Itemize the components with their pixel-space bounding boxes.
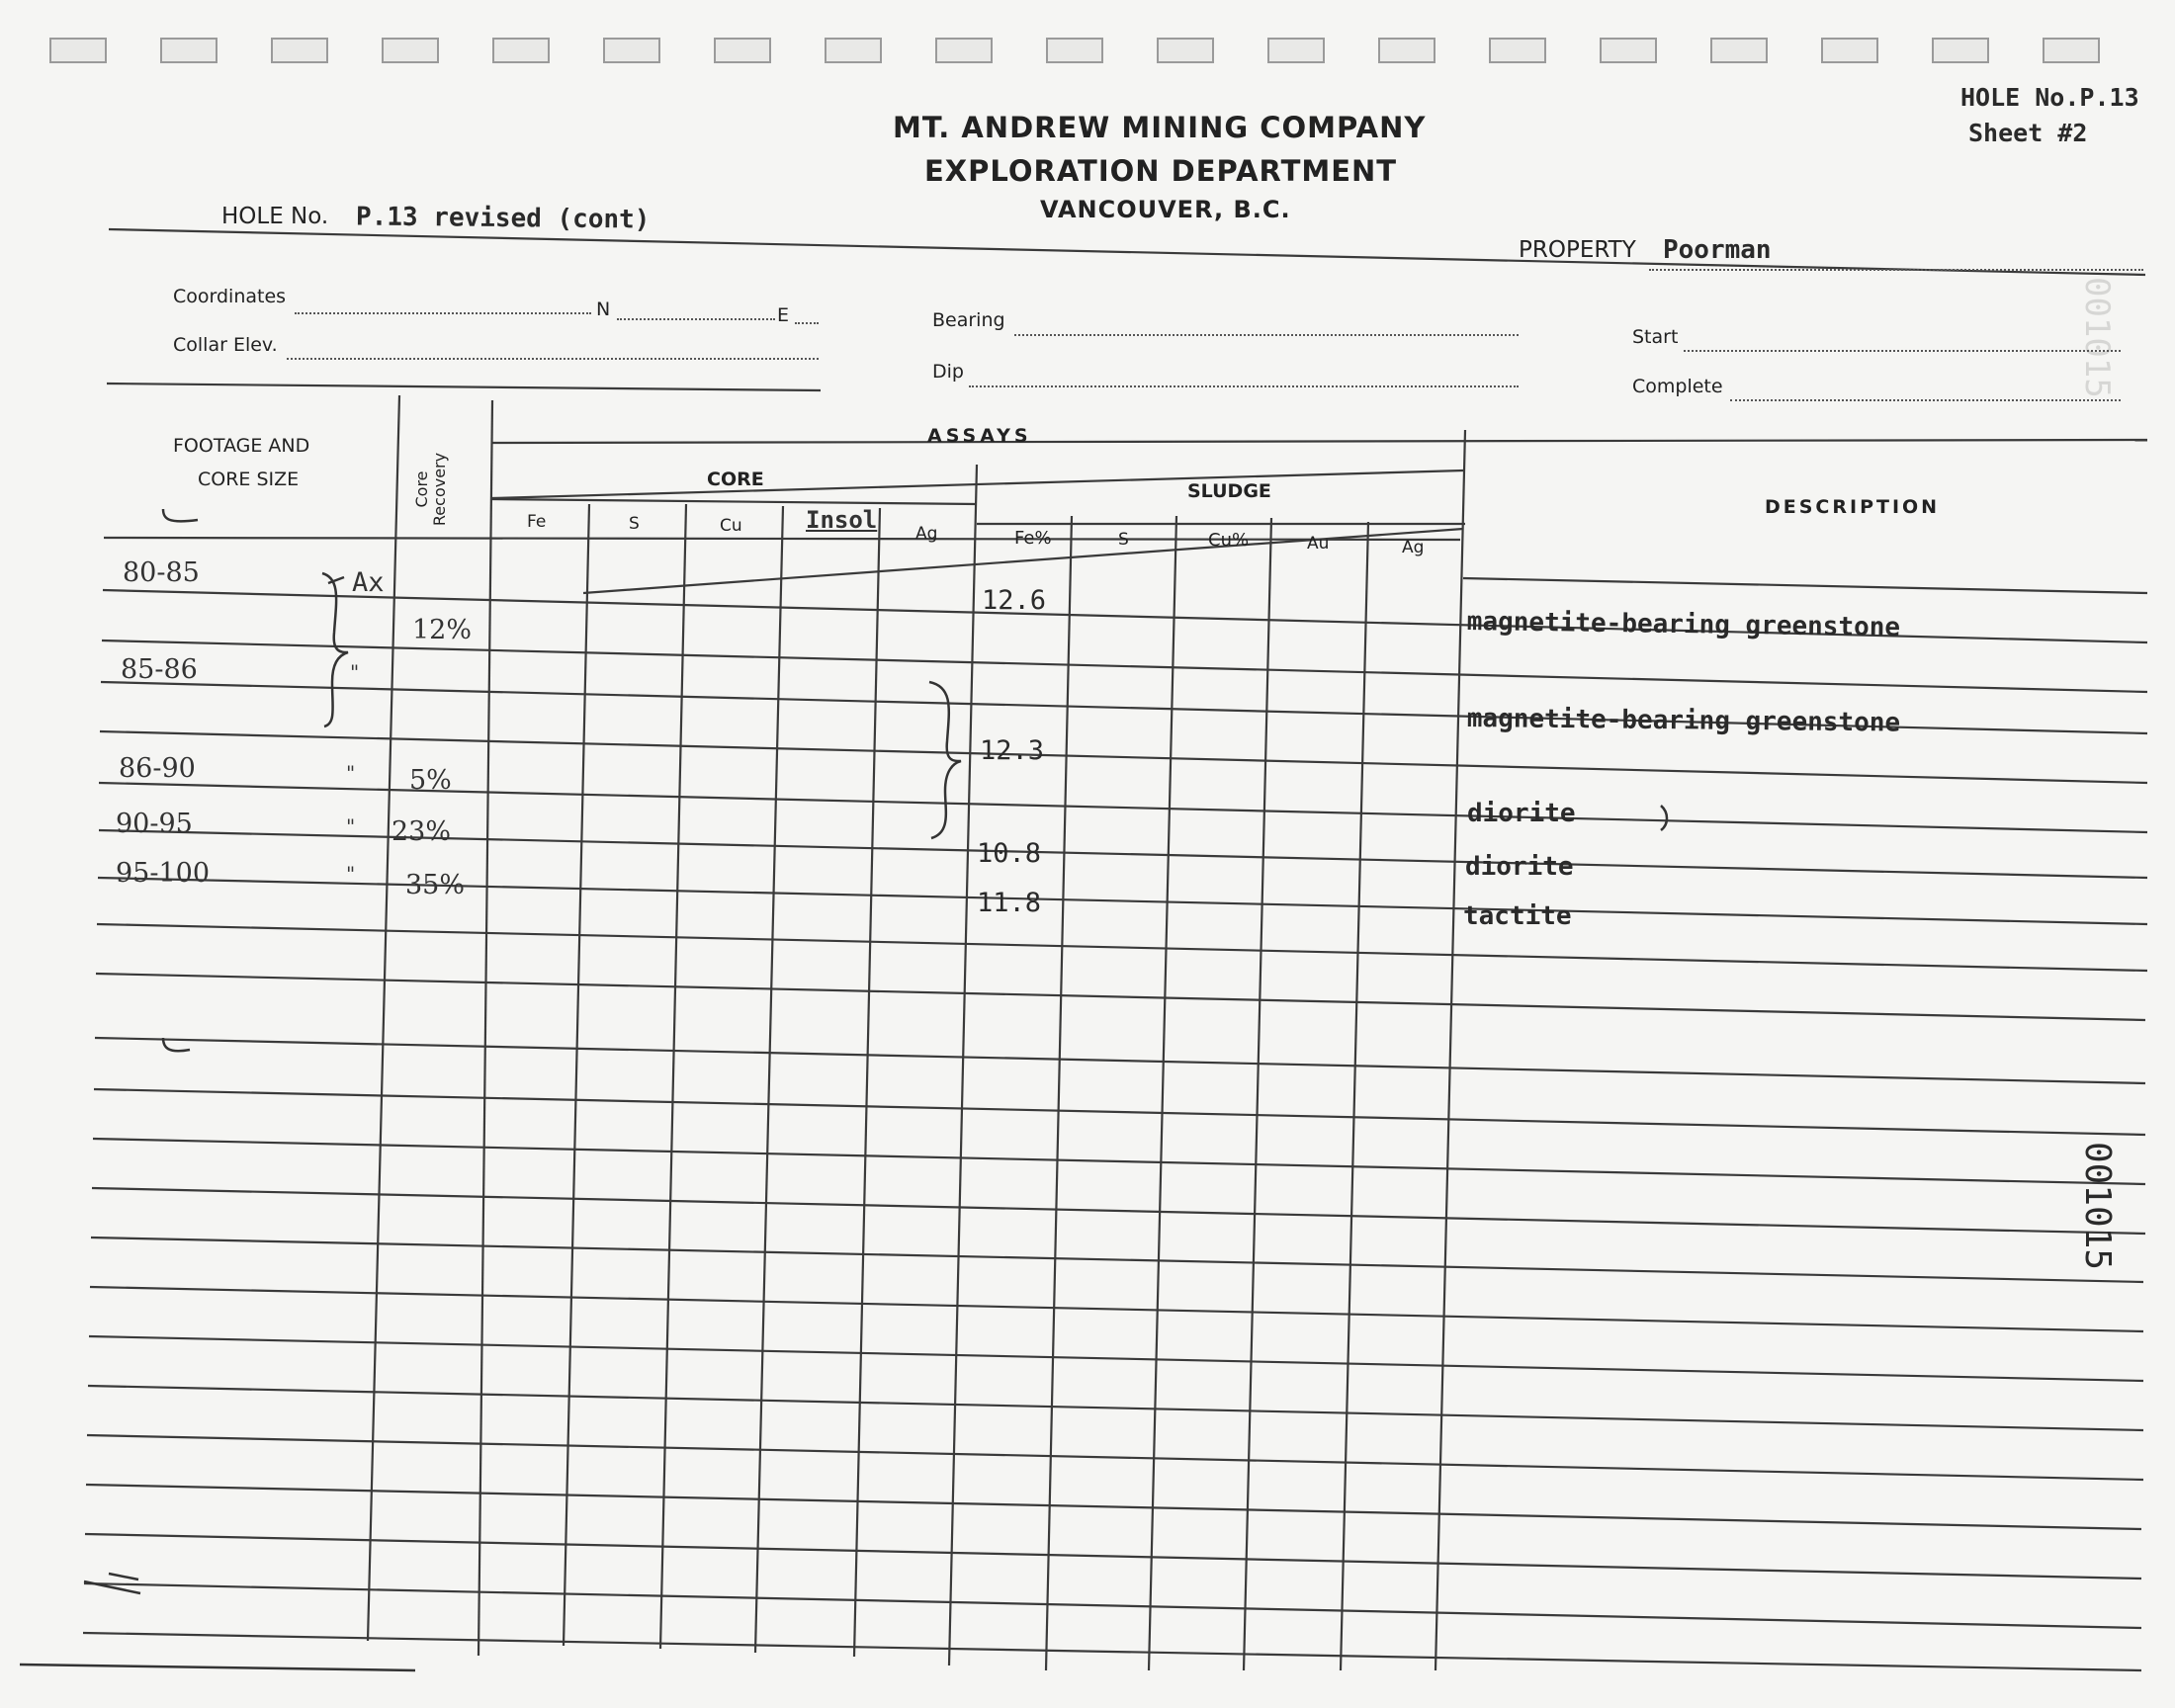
city-title: VANCOUVER, B.C. xyxy=(1040,196,1291,223)
sludge-au-header: Au xyxy=(1307,534,1330,554)
dip-dotted-line xyxy=(969,385,1519,387)
core-recovery-line-1: Core xyxy=(412,470,431,508)
core-cu-header: Cu xyxy=(720,516,742,536)
footage-header: FOOTAGE AND xyxy=(173,435,310,457)
footage-80-85: 80-85 xyxy=(123,557,200,588)
core-ag-header: Ag xyxy=(915,524,938,544)
bearing-label: Bearing xyxy=(932,309,1005,331)
recovery-12: 12% xyxy=(412,615,473,645)
core-s-header: S xyxy=(629,514,640,534)
core-size-ditto: " xyxy=(346,761,356,785)
recovery-5: 5% xyxy=(409,765,452,796)
description-row-3: magnetite-bearing greenstone xyxy=(1466,704,1901,738)
description-row-7: tactite xyxy=(1463,901,1572,931)
property-dotted-line xyxy=(1649,269,2143,271)
property-label: PROPERTY xyxy=(1519,237,1636,263)
sludge-fe-10-8: 10.8 xyxy=(977,838,1042,869)
company-title: MT. ANDREW MINING COMPANY xyxy=(893,111,1427,144)
complete-dotted-line xyxy=(1730,399,2121,401)
n-dotted-line xyxy=(617,318,775,320)
collar-dotted-line xyxy=(287,358,819,360)
core-fe-header: Fe xyxy=(527,512,547,532)
hole-value: P.13 revised (cont) xyxy=(355,202,651,235)
description-row-5: diorite xyxy=(1467,799,1576,828)
start-dotted-line xyxy=(1684,350,2121,352)
description-header: DESCRIPTION xyxy=(1765,496,1941,518)
faint-stamp xyxy=(2066,277,2126,445)
hole-label: HOLE No. xyxy=(221,204,329,229)
collar-elev-label: Collar Elev. xyxy=(173,334,278,356)
footage-86-90: 86-90 xyxy=(119,753,196,784)
page-stamp xyxy=(2066,1142,2126,1329)
footage-95-100: 95-100 xyxy=(116,858,211,889)
e-dotted-line xyxy=(795,322,819,324)
bearing-dotted-line xyxy=(1014,334,1519,336)
core-size-ditto: " xyxy=(346,814,356,838)
complete-label: Complete xyxy=(1632,376,1723,397)
sludge-header: SLUDGE xyxy=(1187,480,1271,502)
department-title: EXPLORATION DEPARTMENT xyxy=(924,154,1398,188)
n-label: N xyxy=(596,299,611,320)
recovery-23: 23% xyxy=(392,816,452,847)
page-stamp-text: 001015 xyxy=(2077,1142,2118,1271)
coordinates-label: Coordinates xyxy=(173,286,287,307)
footage-85-86: 85-86 xyxy=(121,654,198,685)
footage-90-95: 90-95 xyxy=(116,809,193,839)
hole-number-corner: HOLE No.P.13 xyxy=(1960,83,2139,112)
core-insol-header: Insol xyxy=(806,506,878,534)
coordinates-dotted-line xyxy=(295,312,591,314)
sludge-fe-11-8: 11.8 xyxy=(977,888,1042,918)
property-value: Poorman xyxy=(1663,235,1772,265)
sludge-s-header: S xyxy=(1118,530,1129,550)
faint-stamp-text: 001015 xyxy=(2077,277,2117,398)
sludge-ag-header: Ag xyxy=(1402,538,1425,557)
core-recovery-header xyxy=(413,435,473,544)
sludge-fe-12-3: 12.3 xyxy=(980,735,1045,766)
sludge-fe-12-6: 12.6 xyxy=(982,585,1047,616)
description-row-1: magnetite-bearing greenstone xyxy=(1466,607,1901,643)
sludge-cu-header: Cu% xyxy=(1208,530,1250,551)
description-row-6: diorite xyxy=(1465,852,1574,882)
core-header: CORE xyxy=(707,469,764,490)
assays-header: ASSAYS xyxy=(927,425,1032,447)
core-recovery-line-2: Recovery xyxy=(430,452,449,527)
core-size-ditto: " xyxy=(346,862,356,886)
sludge-fe-header: Fe% xyxy=(1014,528,1052,549)
core-size-header: CORE SIZE xyxy=(198,469,300,490)
dip-label: Dip xyxy=(932,361,964,383)
start-label: Start xyxy=(1632,326,1679,348)
recovery-35: 35% xyxy=(405,870,466,900)
e-label: E xyxy=(777,304,790,326)
core-size-ax: Ax xyxy=(352,567,385,598)
sheet-number: Sheet #2 xyxy=(1968,119,2088,147)
core-size-ditto: " xyxy=(350,660,360,684)
